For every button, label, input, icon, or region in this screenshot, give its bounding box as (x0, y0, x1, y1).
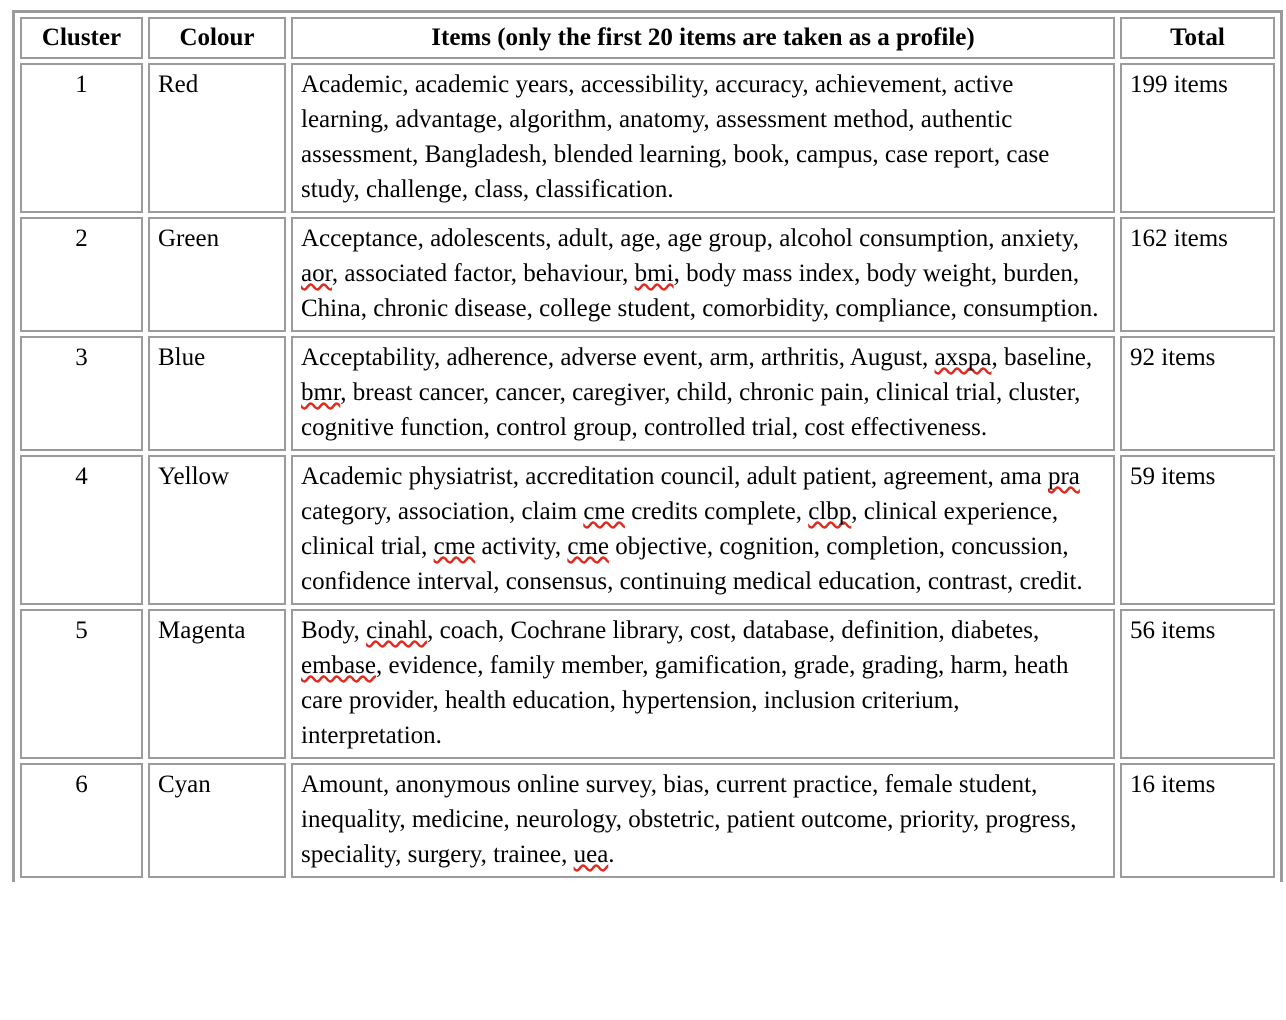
column-header-colour: Colour (148, 17, 286, 59)
cell-total-count: 199 items (1120, 63, 1275, 213)
cell-cluster-number: 6 (20, 763, 143, 878)
cell-total-count: 92 items (1120, 336, 1275, 451)
misspelled-word: bmr (301, 379, 341, 406)
column-header-cluster: Cluster (20, 17, 143, 59)
cell-colour-name: Blue (148, 336, 286, 451)
table-row (20, 455, 1275, 605)
table-row (20, 217, 1275, 332)
cell-items-list: Acceptability, adherence, adverse event, arm, arthritis, August, axspa, baseline, bmr, breast cancer, cancer, caregiver, child, chronic pain, clinical trial, cluster, cognitive function, control group, controlled trial, cost effectiveness. (291, 336, 1115, 451)
cell-total-count: 16 items (1120, 763, 1275, 878)
cell-colour-name: Yellow (148, 455, 286, 605)
table-row (20, 763, 1275, 878)
cell-colour-name: Cyan (148, 763, 286, 878)
cell-items-list: Academic, academic years, accessibility, accuracy, achievement, active learning, advantage, algorithm, anatomy, assessment method, authentic assessment, Bangladesh, blended learning, book, campus, case report, case study, challenge, class, classification. (291, 63, 1115, 213)
cell-items-list: Acceptance, adolescents, adult, age, age group, alcohol consumption, anxiety, aor, associated factor, behaviour, bmi, body mass index, body weight, burden, China, chronic disease, college student, comorbidity, compliance, consumption. (291, 217, 1115, 332)
cell-colour-name: Red (148, 63, 286, 213)
misspelled-word: pra (1047, 463, 1080, 490)
cell-items-list: Amount, anonymous online survey, bias, current practice, female student, inequality, medicine, neurology, obstetric, patient outcome, priority, progress, speciality, surgery, trainee, uea. (291, 763, 1115, 878)
column-header-total: Total (1120, 17, 1275, 59)
table-header (20, 17, 1275, 59)
table-row (20, 336, 1275, 451)
misspelled-word: cme (583, 498, 625, 525)
cell-cluster-number: 4 (20, 455, 143, 605)
cell-total-count: 162 items (1120, 217, 1275, 332)
column-header-items: Items (only the first 20 items are taken as a profile) (291, 17, 1115, 59)
cell-cluster-number: 1 (20, 63, 143, 213)
table-row (20, 609, 1275, 759)
misspelled-word: bmi (634, 260, 674, 287)
misspelled-word: embase (301, 652, 376, 679)
cell-cluster-number: 2 (20, 217, 143, 332)
cell-colour-name: Green (148, 217, 286, 332)
misspelled-word: cme (567, 533, 609, 560)
misspelled-word: cinahl (366, 617, 428, 644)
cell-colour-name: Magenta (148, 609, 286, 759)
misspelled-word: axspa (934, 344, 992, 371)
cell-cluster-number: 3 (20, 336, 143, 451)
cell-items-list: Body, cinahl, coach, Cochrane library, cost, database, definition, diabetes, embase, evidence, family member, gamification, grade, grading, harm, heath care provider, health education, hypertension, inclusion criterium, interpretation. (291, 609, 1115, 759)
table-row (20, 63, 1275, 213)
misspelled-word: clbp (808, 498, 852, 525)
misspelled-word: aor (301, 260, 332, 287)
cell-items-list: Academic physiatrist, accreditation council, adult patient, agreement, ama pra category, association, claim cme credits complete, clbp, clinical experience, clinical trial, cme activity, cme objective, cognition, completion, concussion, confidence interval, consensus, continuing medical education, contrast, credit. (291, 455, 1115, 605)
misspelled-word: cme (433, 533, 476, 560)
cell-cluster-number: 5 (20, 609, 143, 759)
table-body (20, 63, 1275, 878)
cell-total-count: 59 items (1120, 455, 1275, 605)
cell-total-count: 56 items (1120, 609, 1275, 759)
cluster-profile-table (12, 10, 1283, 882)
table-header-row (20, 17, 1275, 59)
misspelled-word: uea (573, 841, 609, 868)
